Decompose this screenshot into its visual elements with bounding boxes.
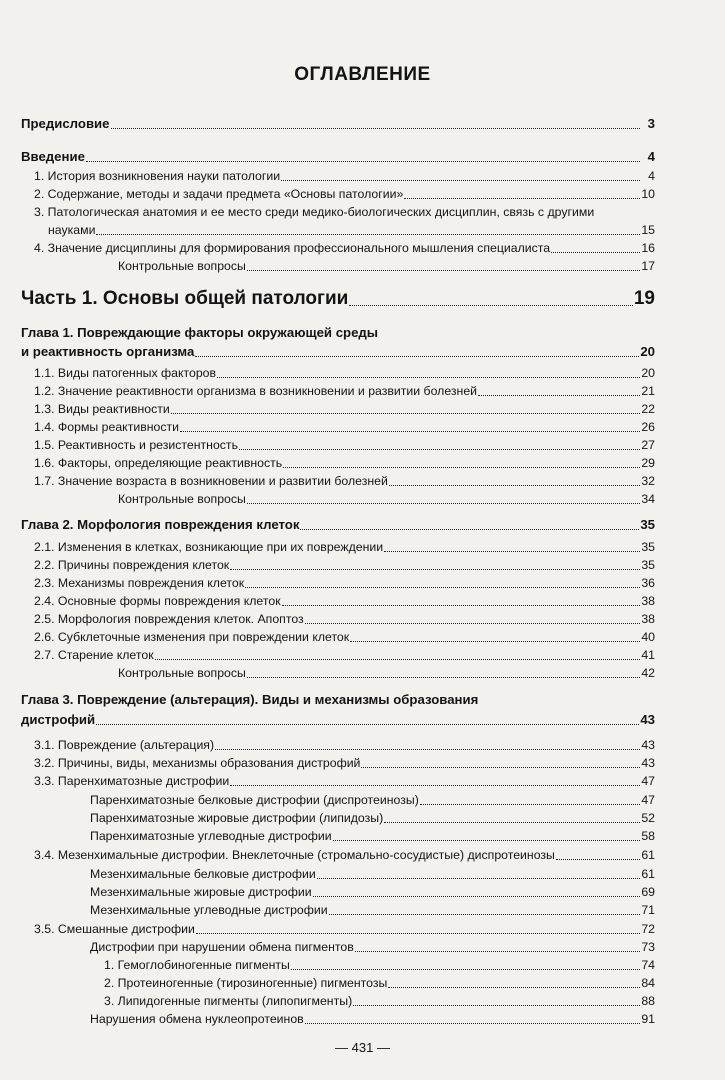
toc-entry: 3.2. Причины, виды, механизмы образования дистрофий 43: [34, 756, 655, 770]
toc-entry-questions: Контрольные вопросы 17: [118, 259, 655, 273]
toc-entry: 2.5. Морфология повреждения клеток. Апоптоз 38: [34, 612, 655, 626]
page-number: — 431 —: [335, 1040, 390, 1055]
toc-subentry: Паренхиматозные белковые дистрофии (диспротеинозы) 47: [90, 793, 655, 807]
toc-entry: 1.1. Виды патогенных факторов 20: [34, 366, 655, 380]
toc-entry-intro: Введение 4: [21, 149, 655, 164]
toc-entry: 2.3. Механизмы повреждения клеток 36: [34, 576, 655, 590]
toc-entry-questions: Контрольные вопросы 34: [118, 492, 655, 506]
toc-part-heading: Часть 1. Основы общей патологии 19: [21, 288, 655, 309]
toc-entry: 3.4. Мезенхимальные дистрофии. Внеклеточные (стромально-сосудистые) диспротеинозы 61: [34, 848, 655, 862]
toc-entry: 2.7. Старение клеток 41: [34, 648, 655, 662]
toc-subentry: Мезенхимальные жировые дистрофии 69: [90, 885, 655, 899]
toc-entry: 3.1. Повреждение (альтерация) 43: [34, 738, 655, 752]
toc-chapter-heading: дистрофий 43: [21, 712, 655, 727]
toc-entry: науками 15: [48, 223, 655, 237]
toc-entry: 3.3. Паренхиматозные дистрофии 47: [34, 774, 655, 788]
toc-entry: 1. История возникновения науки патологии 4: [34, 169, 655, 183]
toc-entry: 2.6. Субклеточные изменения при повреждении клеток 40: [34, 630, 655, 644]
toc-entry: 2. Содержание, методы и задачи предмета «Основы патологии» 10: [34, 187, 655, 201]
toc-entry: 2.2. Причины повреждения клеток 35: [34, 558, 655, 572]
toc-chapter-heading: Глава 1. Повреждающие факторы окружающей среды: [21, 325, 379, 340]
toc-entry-questions: Контрольные вопросы 42: [118, 666, 655, 680]
toc-subentry: Паренхиматозные жировые дистрофии (липидозы) 52: [90, 811, 655, 825]
toc-subentry: 3. Липидогенные пигменты (липопигменты) 88: [104, 994, 655, 1008]
page-title: ОГЛАВЛЕНИЕ: [294, 64, 431, 85]
toc-entry: 3.5. Смешанные дистрофии 72: [34, 922, 655, 936]
toc-entry: 1.7. Значение возраста в возникновении и развитии болезней 32: [34, 474, 655, 488]
toc-entry: 2.4. Основные формы повреждения клеток 38: [34, 594, 655, 608]
toc-entry: 4. Значение дисциплины для формирования профессионального мышления специалиста 16: [34, 241, 655, 255]
toc-chapter-heading: Глава 3. Повреждение (альтерация). Виды и механизмы образования: [21, 692, 479, 707]
toc-entry: 1.6. Факторы, определяющие реактивность 29: [34, 456, 655, 470]
toc-entry: 1.4. Формы реактивности 26: [34, 420, 655, 434]
toc-entry-wrapped: 3. Патологическая анатомия и ее место среди медико-биологических дисциплин, связь с другими: [34, 205, 595, 219]
toc-entry: 1.2. Значение реактивности организма в возникновении и развитии болезней 21: [34, 384, 655, 398]
toc-subentry: Дистрофии при нарушении обмена пигментов 73: [90, 940, 655, 954]
toc-entry-preface: Предисловие 3: [21, 116, 655, 131]
toc-subentry: Мезенхимальные белковые дистрофии 61: [90, 867, 655, 881]
toc-chapter-heading: и реактивность организма 20: [21, 344, 655, 359]
toc-entry: 1.5. Реактивность и резистентность 27: [34, 438, 655, 452]
toc-subentry: Нарушения обмена нуклеопротеинов 91: [90, 1012, 655, 1026]
toc-subentry: 1. Гемоглобиногенные пигменты 74: [104, 958, 655, 972]
toc-entry: 2.1. Изменения в клетках, возникающие при их повреждении 35: [34, 540, 655, 554]
toc-entry: 1.3. Виды реактивности 22: [34, 402, 655, 416]
toc-chapter-heading: Глава 2. Морфология повреждения клеток 35: [21, 517, 655, 532]
toc-subentry: Паренхиматозные углеводные дистрофии 58: [90, 829, 655, 843]
toc-subentry: 2. Протеиногенные (тирозиногенные) пигментозы 84: [104, 976, 655, 990]
toc-subentry: Мезенхимальные углеводные дистрофии 71: [90, 903, 655, 917]
